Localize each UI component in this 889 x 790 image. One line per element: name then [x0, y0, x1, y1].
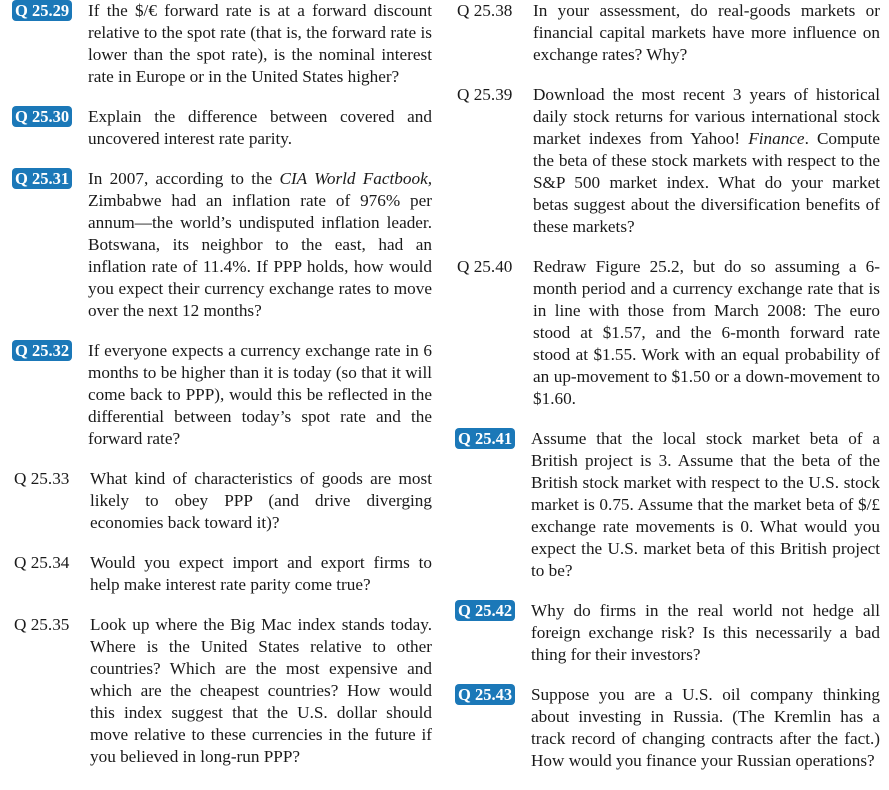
question-number-badge: Q 25.41	[455, 428, 515, 449]
question-text	[90, 468, 432, 534]
question-text	[88, 340, 432, 450]
question-number-cell	[12, 340, 88, 362]
question-text	[533, 84, 880, 238]
question-number-cell	[12, 0, 88, 22]
question-number-cell	[12, 614, 90, 636]
question-text-italic: CIA World Factbook,	[279, 169, 432, 188]
question-text	[531, 600, 880, 666]
question-text	[88, 0, 432, 88]
question-number-cell	[455, 0, 533, 22]
question-item	[455, 256, 880, 410]
question-number-cell	[12, 468, 90, 490]
question-number-cell	[12, 106, 88, 128]
question-number-cell	[455, 684, 531, 706]
question-text-run: Look up where the Big Mac index stands today. Where is the United States relative to other countries? Which are the most expensive and which are the cheapest countries? How would this index suggest that the U.S. dollar should move relative to these currencies in the future if you believed in long-run PPP?	[90, 615, 432, 766]
question-text-run: . Compute the beta of these stock markets with respect to the S&P 500 market index. What do your market betas suggest about the diversification benefits of these markets?	[533, 129, 880, 236]
question-number-cell	[455, 256, 533, 278]
question-number-cell	[12, 552, 90, 574]
right-column	[455, 0, 880, 790]
question-item	[12, 0, 432, 88]
question-text	[90, 552, 432, 596]
question-item	[455, 684, 880, 772]
question-item	[12, 340, 432, 450]
question-number: Q 25.35	[14, 615, 70, 634]
question-text-run: Assume that the local stock market beta of a British project is 3. Assume that the beta of the British stock market with respect to the U.S. stock market is 0.75. Assume that the market beta of $/£ exchange rate movements is 0. What would you expect the U.S. market beta of this British project to be?	[531, 429, 880, 580]
question-number: Q 25.38	[457, 1, 513, 20]
question-item	[12, 614, 432, 768]
question-text	[88, 106, 432, 150]
question-number-badge: Q 25.29	[12, 0, 72, 21]
question-text	[531, 428, 880, 582]
question-number: Q 25.40	[457, 257, 513, 276]
question-text-run: In your assessment, do real-goods markets or financial capital markets have more influence on exchange rates? Why?	[533, 1, 880, 64]
question-number-badge: Q 25.42	[455, 600, 515, 621]
question-text	[533, 256, 880, 410]
question-item	[12, 106, 432, 150]
question-text-run: Suppose you are a U.S. oil company thinking about investing in Russia. (The Kremlin has a track record of changing contracts after the fact.) How would you finance your Russian operations?	[531, 685, 880, 770]
question-number-cell	[12, 168, 88, 190]
question-number-badge: Q 25.32	[12, 340, 72, 361]
question-text	[90, 614, 432, 768]
question-text-run: Redraw Figure 25.2, but do so assuming a 6-month period and a currency exchange rate that is in line with those from March 2008: The euro stood at $1.57, and the 6-month forward rate stood at $1.55. Work with an equal probability of an up-movement to $1.50 or a down-movement to $1.60.	[533, 257, 880, 408]
question-item	[12, 552, 432, 596]
question-text	[533, 0, 880, 66]
question-text-run: If the $/€ forward rate is at a forward discount relative to the spot rate (that is, the forward rate is lower than the spot rate), is the nominal interest rate in Europe or in the United States higher?	[88, 1, 432, 86]
question-text-run: Explain the difference between covered and uncovered interest rate parity.	[88, 107, 432, 148]
question-item	[455, 84, 880, 238]
question-text-run: In 2007, according to the	[88, 169, 280, 188]
question-number: Q 25.34	[14, 553, 70, 572]
question-item	[455, 428, 880, 582]
question-text-run: Download the most recent 3 years of historical daily stock returns for various international stock market indexes from Yahoo!	[533, 85, 880, 148]
question-number-cell	[455, 428, 531, 450]
question-number: Q 25.39	[457, 85, 513, 104]
question-text-run: What kind of characteristics of goods are most likely to obey PPP (and drive diverging economies back toward it)?	[90, 469, 432, 532]
question-number: Q 25.33	[14, 469, 70, 488]
question-text-run: Zimbabwe had an inflation rate of 976% per annum—the world’s undisputed inflation leader. Botswana, its neighbor to the east, had an inflation rate of 11.4%. If PPP holds, how would you expect their currency exchange rates to move over the next 12 months?	[88, 191, 432, 320]
question-number-badge: Q 25.43	[455, 684, 515, 705]
question-text-run: Why do firms in the real world not hedge all foreign exchange risk? Is this necessarily a bad thing for their investors?	[531, 601, 880, 664]
question-number-badge: Q 25.30	[12, 106, 72, 127]
question-text	[88, 168, 432, 322]
question-number-cell	[455, 600, 531, 622]
question-text	[531, 684, 880, 772]
question-item	[12, 168, 432, 322]
question-number-cell	[455, 84, 533, 106]
question-text-run: Would you expect import and export firms to help make interest rate parity come true?	[90, 553, 432, 594]
question-text-run: If everyone expects a currency exchange rate in 6 months to be higher than it is today (so that it will come back to PPP), would this be reflected in the differential between today’s spot rate and the forward rate?	[88, 341, 432, 448]
left-column	[12, 0, 432, 786]
question-number-badge: Q 25.31	[12, 168, 72, 189]
question-text-italic: Finance	[748, 129, 805, 148]
question-item	[12, 468, 432, 534]
question-item	[455, 600, 880, 666]
question-item	[455, 0, 880, 66]
